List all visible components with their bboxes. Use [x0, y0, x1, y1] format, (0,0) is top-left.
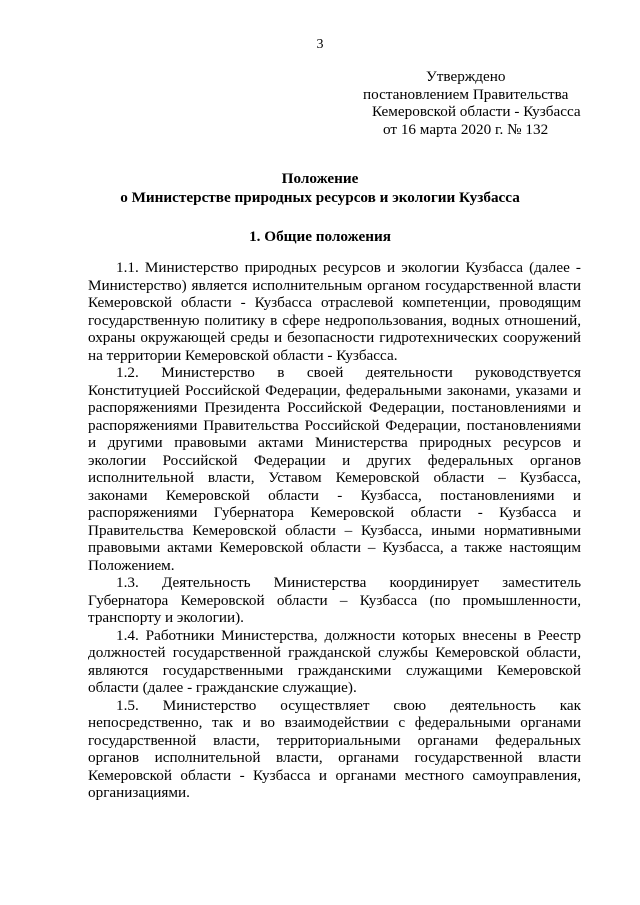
approval-line-resolution: постановлением Правительства — [363, 85, 569, 103]
paragraph-1-2: 1.2. Министерство в своей деятельности руководствуется Конституцией Российской Федерации, федеральными законами, указами и распоряжениями Президента Российской Федерации, постановлениями и распоряжениями Правительства Российской Федерации, постановлениями и другими правовыми актами Министерства природных ресурсов и экологии Российской Федерации и других федеральных органов исполнительной власти, Уставом Кемеровской области – Кузбасса, законами Кемеровской области - Кузбасса, постановлениями и распоряжениями Губернатора Кемеровской области - Кузбасса и Правительства Кемеровской области – Кузбасса, иными нормативными правовыми актами Кемеровской области – Кузбасса, а также настоящим Положением. — [88, 364, 581, 574]
paragraph-1-3: 1.3. Деятельность Министерства координирует заместитель Губернатора Кемеровской области – Кузбасса (по промышленности, транспорту и экологии). — [88, 574, 581, 626]
document-subtitle: о Министерстве природных ресурсов и экологии Кузбасса — [120, 189, 520, 206]
document-title: Положение — [281, 170, 359, 187]
section-heading: 1. Общие положения — [249, 228, 391, 245]
approval-line-approved: Утверждено — [426, 68, 506, 85]
section-body — [88, 259, 581, 802]
approval-line-date: от 16 марта 2020 г. № 132 — [383, 120, 549, 138]
page-number: 3 — [316, 37, 324, 52]
paragraph-1-4: 1.4. Работники Министерства, должности которых внесены в Реестр должностей государственной гражданской службы Кемеровской области, являются государственными гражданскими служащими Кемеровской области (далее - гражданские служащие). — [88, 626, 581, 696]
paragraph-1-1: 1.1. Министерство природных ресурсов и экологии Кузбасса (далее - Министерство) является исполнительным органом государственной власти Кемеровской области - Кузбасса отраслевой компетенции, проводящим государственную политику в сфере недропользования, водных отношений, охраны окружающей среды и безопасности гидротехнических сооружений на территории Кемеровской области - Кузбасса. — [88, 259, 581, 364]
approval-stamp — [363, 68, 613, 138]
paragraph-1-5: 1.5. Министерство осуществляет свою деятельность как непосредственно, так и во взаимодействии с федеральными органами государственной власти, территориальными органами федеральных органов исполнительной власти, органами государственной власти Кемеровской области - Кузбасса и органами местного самоуправления, организациями. — [88, 696, 581, 801]
approval-line-region: Кемеровской области - Кузбасса — [372, 103, 581, 120]
